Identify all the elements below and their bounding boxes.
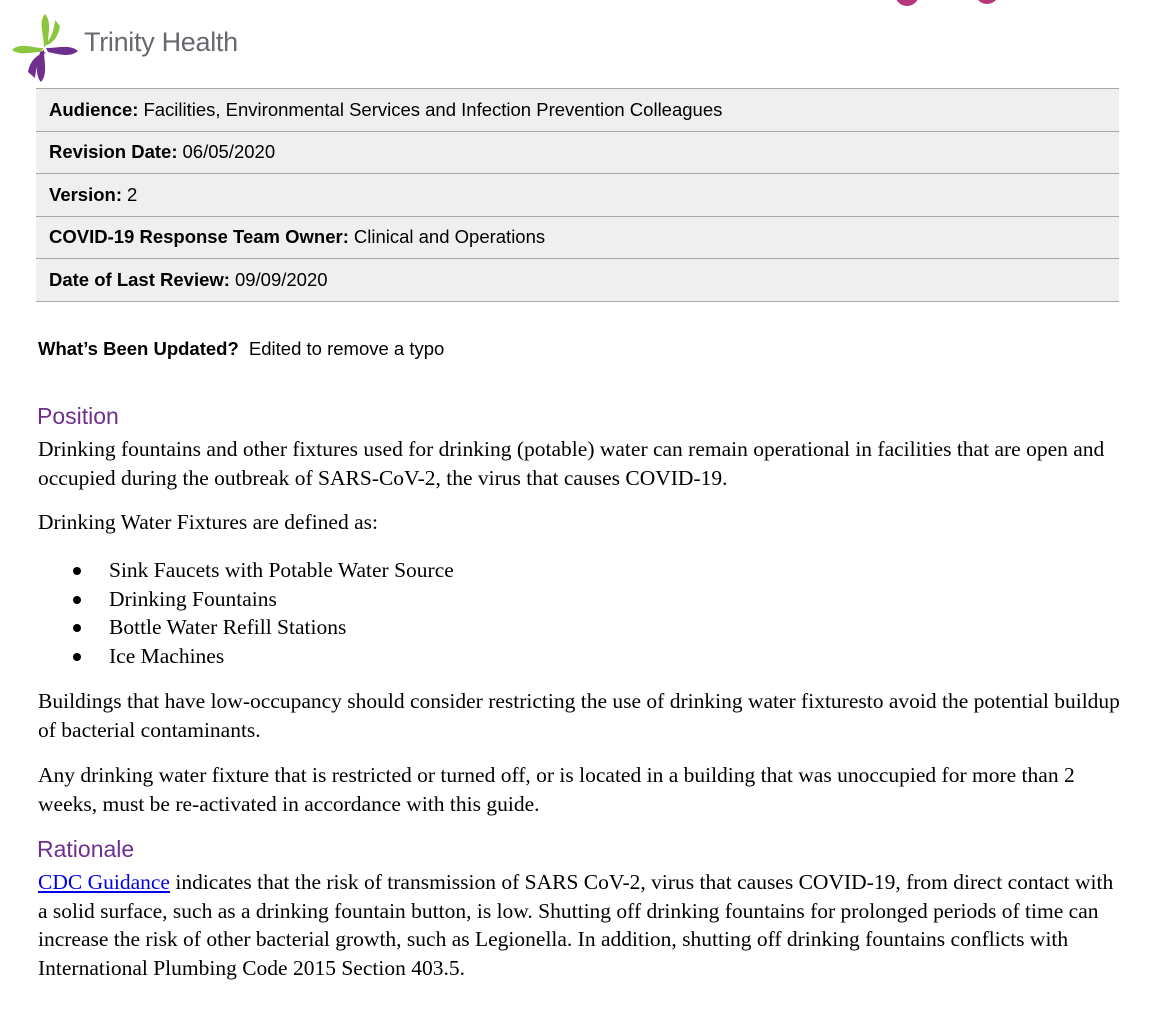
updated-label: What’s Been Updated?	[38, 338, 239, 359]
meta-row-revision-date	[36, 132, 1119, 175]
bullet-icon	[73, 653, 81, 661]
meta-label: Audience:	[49, 98, 139, 120]
bullet-icon	[73, 596, 81, 604]
meta-value: 2	[127, 183, 138, 205]
meta-label: Revision Date:	[49, 141, 178, 163]
meta-row-audience	[36, 89, 1119, 132]
meta-row-version	[36, 174, 1119, 217]
cdc-guidance-link[interactable]: CDC Guidance	[38, 870, 170, 894]
bullet-icon	[73, 624, 81, 632]
list-item	[38, 585, 454, 614]
logo-text: Trinity Health	[84, 26, 238, 57]
meta-value: 06/05/2020	[182, 141, 276, 163]
position-paragraph-1: Drinking fountains and other fixtures used for drinking (potable) water can remain operational in facilities that are open and occupied during the outbreak of SARS-CoV-2, the virus that causes COVID-19.	[38, 437, 1105, 490]
position-paragraph-2: Drinking Water Fixtures are defined as:	[38, 510, 378, 534]
list-item-text: Drinking Fountains	[109, 586, 277, 611]
bullet-icon	[73, 567, 81, 575]
list-item-text: Bottle Water Refill Stations	[109, 615, 347, 639]
document-metadata-table	[36, 88, 1119, 302]
list-item-text: Sink Faucets with Potable Water Source	[109, 558, 454, 582]
list-item	[38, 556, 454, 585]
trinity-health-logo	[8, 12, 238, 84]
rationale-heading: Rationale	[37, 836, 135, 862]
list-item-text: Ice Machines	[109, 643, 225, 668]
position-paragraph-3: Buildings that have low-occupancy should consider restricting the use of drinking water fixturesto avoid the potential buildup of bacterial contaminants.	[38, 689, 1120, 742]
trinity-cross-icon	[8, 12, 82, 84]
meta-label: COVID-19 Response Team Owner:	[49, 226, 349, 248]
meta-row-owner	[36, 217, 1119, 260]
meta-value: Facilities, Environmental Services and Infection Prevention Colleagues	[143, 98, 723, 120]
meta-row-last-review	[36, 259, 1119, 302]
whats-been-updated	[38, 338, 444, 360]
meta-label: Version:	[49, 183, 122, 205]
position-heading: Position	[37, 403, 119, 429]
position-paragraph-4: Any drinking water fixture that is restricted or turned off, or is located in a building that was unoccupied for more than 2 weeks, must be re-activated in accordance with this guide.	[38, 763, 1075, 816]
list-item	[38, 613, 454, 642]
fixtures-list	[38, 556, 454, 670]
rationale-paragraph	[38, 868, 1128, 982]
list-item	[38, 642, 454, 671]
meta-value: Clinical and Operations	[353, 226, 546, 248]
meta-value: 09/09/2020	[234, 268, 328, 290]
rationale-text: indicates that the risk of transmission of SARS CoV-2, virus that causes COVID-19, from direct contact with a solid surface, such as a drinking fountain button, is low. Shutting off drinking fountains for prolonged periods of time can increase the risk of other bacterial growth, such as Legionella. In addition, shutting off drinking fountains conflicts with International Plumbing Code 2015 Section 403.5.	[38, 870, 1114, 980]
meta-label: Date of Last Review:	[49, 268, 230, 290]
updated-value: Edited to remove a typo	[248, 338, 445, 359]
decorative-dots	[890, 0, 1010, 15]
